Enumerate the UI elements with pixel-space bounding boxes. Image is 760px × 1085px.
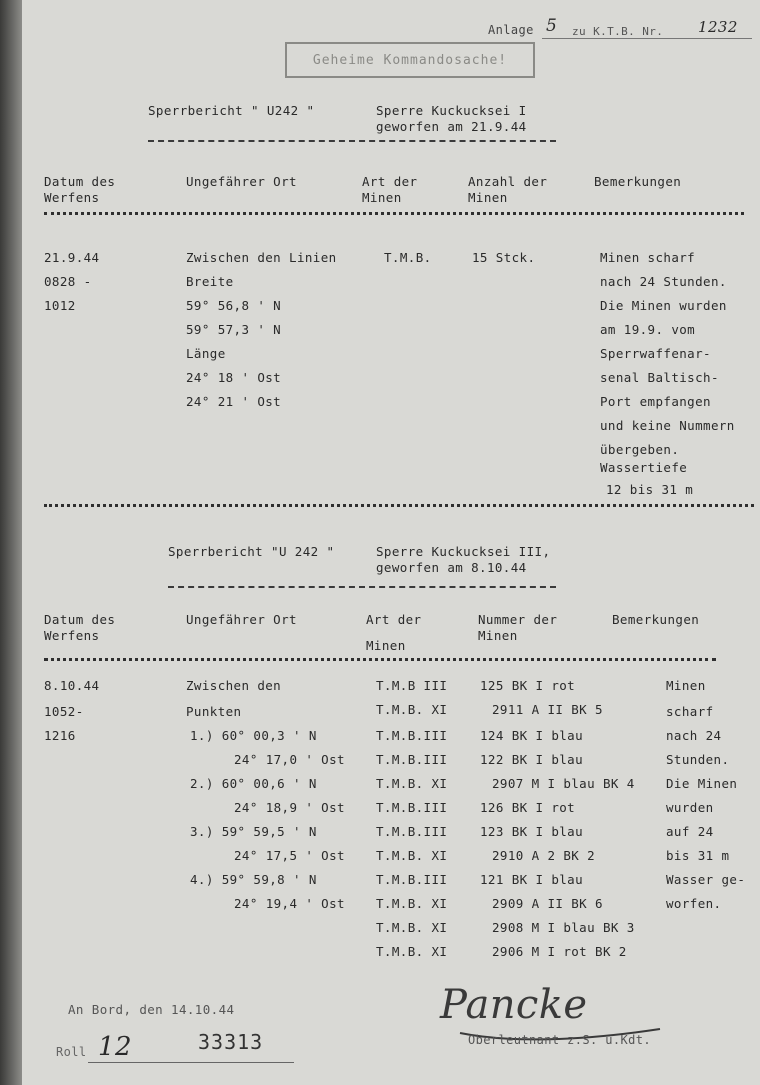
r1-place-3: 59° 56,8 ' N: [186, 298, 282, 313]
r1-count: 15 Stck.: [472, 250, 536, 265]
signature: Pancke: [440, 982, 588, 1028]
r2-number-11: 2908 M I blau BK 3: [492, 920, 635, 935]
r1-place-4: 59° 57,3 ' N: [186, 322, 282, 337]
rank: Oberleutnant z.S. u.Kdt.: [468, 1033, 651, 1047]
r2-date-3: 1216: [44, 728, 76, 743]
annex-suffix: zu K.T.B. Nr.: [572, 25, 664, 38]
r2-remark-2: scharf: [666, 704, 714, 719]
handwritten-number: 33313: [198, 1030, 264, 1054]
r1-remark-7: Port empfangen: [600, 394, 711, 409]
r2-number-3: 124 BK I blau: [480, 728, 584, 743]
r1-col-type-1: Art der: [362, 174, 418, 189]
r2-remark-10: worfen.: [666, 896, 722, 911]
r1-remark-4: am 19.9. vom: [600, 322, 696, 337]
r2-type-5: T.M.B. XI: [376, 776, 448, 791]
r2-place-9: 4.) 59° 59,8 ' N: [190, 872, 317, 887]
r1-remark-11: 12 bis 31 m: [606, 482, 694, 497]
r2-number-7: 123 BK I blau: [480, 824, 584, 839]
annex-prefix: Anlage: [488, 23, 534, 37]
r2-col-place: Ungefährer Ort: [186, 612, 297, 627]
r2-place-7: 3.) 59° 59,5 ' N: [190, 824, 317, 839]
report1-subtitle-1: Sperre Kuckucksei I: [376, 103, 527, 118]
r2-type-7: T.M.B.III: [376, 824, 448, 839]
r2-type-12: T.M.B. XI: [376, 944, 448, 959]
r1-date-3: 1012: [44, 298, 76, 313]
r2-place-1: Zwischen den: [186, 678, 282, 693]
r1-col-count-2: Minen: [468, 190, 508, 205]
r2-place-10: 24° 19,4 ' Ost: [234, 896, 345, 911]
r1-remark-6: senal Baltisch-: [600, 370, 719, 385]
r2-type-1: T.M.B III: [376, 678, 448, 693]
r1-remark-2: nach 24 Stunden.: [600, 274, 727, 289]
r2-number-9: 121 BK I blau: [480, 872, 584, 887]
r2-type-2: T.M.B. XI: [376, 702, 448, 717]
r1-col-type-2: Minen: [362, 190, 402, 205]
r1-place-2: Breite: [186, 274, 234, 289]
r1-remark-9: übergeben.: [600, 442, 680, 457]
r1-place-1: Zwischen den Linien: [186, 250, 337, 265]
r2-col-number-1: Nummer der: [478, 612, 558, 627]
r2-number-8: 2910 A 2 BK 2: [492, 848, 596, 863]
r1-remark-3: Die Minen wurden: [600, 298, 727, 313]
r2-place-6: 24° 18,9 ' Ost: [234, 800, 345, 815]
footer-place-date: An Bord, den 14.10.44: [68, 1002, 235, 1017]
r1-remark-8: und keine Nummern: [600, 418, 735, 433]
annex-ref: 1232: [698, 18, 738, 36]
r1-col-remarks: Bemerkungen: [594, 174, 682, 189]
r1-col-count-1: Anzahl der: [468, 174, 548, 189]
r2-col-type-1: Art der: [366, 612, 422, 627]
r2-type-9: T.M.B.III: [376, 872, 448, 887]
r2-col-number-2: Minen: [478, 628, 518, 643]
r2-type-10: T.M.B. XI: [376, 896, 448, 911]
r1-remark-5: Sperrwaffenar-: [600, 346, 711, 361]
r2-place-2: Punkten: [186, 704, 242, 719]
r2-number-12: 2906 M I rot BK 2: [492, 944, 627, 959]
classification-stamp: Geheime Kommandosache!: [285, 42, 535, 78]
margin-note: Roll: [56, 1045, 87, 1059]
r2-type-6: T.M.B.III: [376, 800, 448, 815]
r1-place-7: 24° 21 ' Ost: [186, 394, 282, 409]
report2-title: Sperrbericht "U 242 ": [168, 544, 335, 559]
r2-remark-6: wurden: [666, 800, 714, 815]
r1-remark-1: Minen scharf: [600, 250, 696, 265]
r2-date-2: 1052-: [44, 704, 84, 719]
r1-type: T.M.B.: [384, 250, 432, 265]
report2-subtitle-2: geworfen am 8.10.44: [376, 560, 527, 575]
r1-remark-10: Wassertiefe: [600, 460, 688, 475]
r1-col-date-2: Werfens: [44, 190, 100, 205]
report2-subtitle-1: Sperre Kuckucksei III,: [376, 544, 551, 559]
r1-place-5: Länge: [186, 346, 226, 361]
r2-number-6: 126 BK I rot: [480, 800, 576, 815]
r2-place-8: 24° 17,5 ' Ost: [234, 848, 345, 863]
r2-remark-9: Wasser ge-: [666, 872, 746, 887]
r1-col-date-1: Datum des: [44, 174, 116, 189]
r2-number-10: 2909 A II BK 6: [492, 896, 603, 911]
r2-col-type-2: Minen: [366, 638, 406, 653]
r1-col-place: Ungefährer Ort: [186, 174, 297, 189]
r1-place-6: 24° 18 ' Ost: [186, 370, 282, 385]
margin-hand-number: 12: [98, 1032, 132, 1062]
r2-type-3: T.M.B.III: [376, 728, 448, 743]
r2-type-4: T.M.B.III: [376, 752, 448, 767]
r2-remark-1: Minen: [666, 678, 706, 693]
r2-number-5: 2907 M I blau BK 4: [492, 776, 635, 791]
r1-date-1: 21.9.44: [44, 250, 100, 265]
r2-type-11: T.M.B. XI: [376, 920, 448, 935]
r2-type-8: T.M.B. XI: [376, 848, 448, 863]
r2-remark-5: Die Minen: [666, 776, 738, 791]
r2-remark-3: nach 24: [666, 728, 722, 743]
r2-number-2: 2911 A II BK 5: [492, 702, 603, 717]
r2-remark-4: Stunden.: [666, 752, 730, 767]
document-page: [22, 0, 760, 1085]
annex-number: 5: [546, 16, 558, 36]
r2-number-1: 125 BK I rot: [480, 678, 576, 693]
r2-col-date-1: Datum des: [44, 612, 116, 627]
binding-edge: [0, 0, 22, 1085]
report1-subtitle-2: geworfen am 21.9.44: [376, 119, 527, 134]
r2-place-5: 2.) 60° 00,6 ' N: [190, 776, 317, 791]
r2-place-3: 1.) 60° 00,3 ' N: [190, 728, 317, 743]
r2-remark-7: auf 24: [666, 824, 714, 839]
r2-number-4: 122 BK I blau: [480, 752, 584, 767]
report1-title: Sperrbericht " U242 ": [148, 103, 315, 118]
r2-date-1: 8.10.44: [44, 678, 100, 693]
r2-col-remarks: Bemerkungen: [612, 612, 700, 627]
r2-col-date-2: Werfens: [44, 628, 100, 643]
r2-place-4: 24° 17,0 ' Ost: [234, 752, 345, 767]
r1-date-2: 0828 -: [44, 274, 92, 289]
r2-remark-8: bis 31 m: [666, 848, 730, 863]
